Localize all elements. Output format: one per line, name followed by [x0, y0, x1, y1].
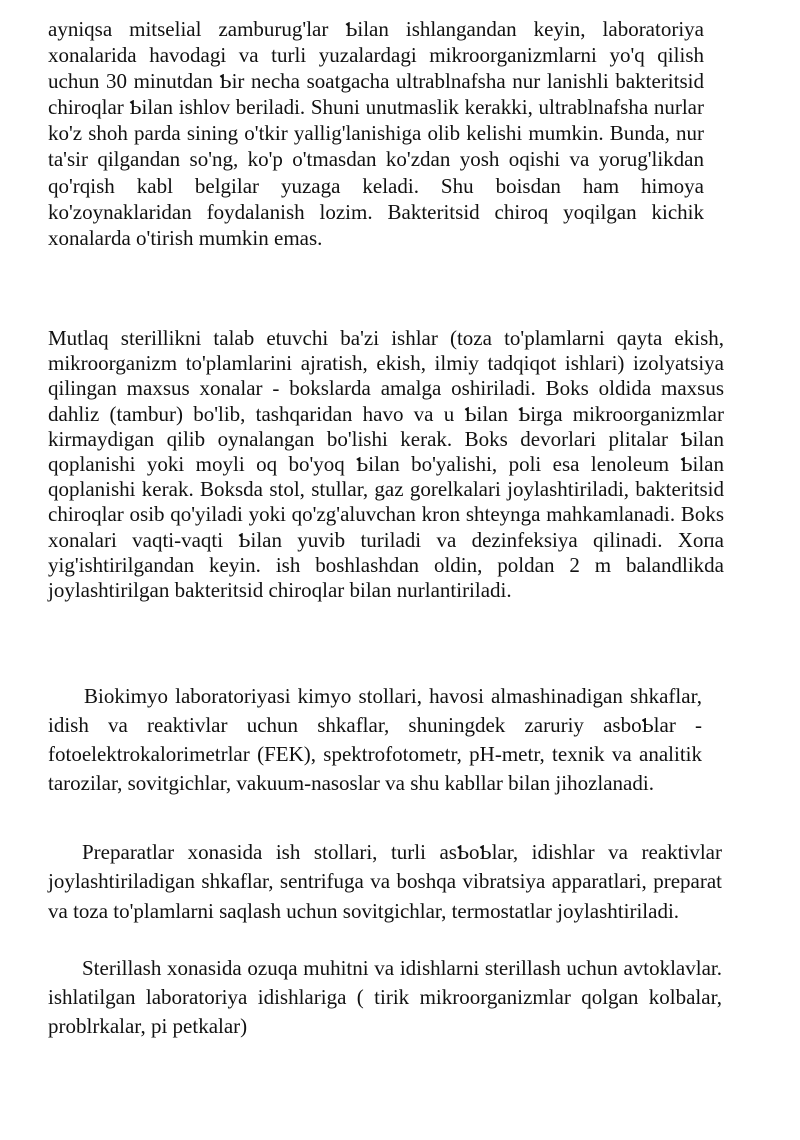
paragraph-uv-bactericidal-lamps: ayniqsa mitselial zamburug'lar Ƅilan ishlangandan keyin, laboratoriya xonalarida havodagi va turli yuzalardagi mikroorganizmlarni yo'q qilish uchun 30 minutdan Ƅir necha soatgacha ultrablnafsha nur lanishli bakteritsid chiroqlar Ƅilan ishlov beriladi. Shuni unutmaslik kerakki, ultrablnafsha nurlar ko'z shoh parda sining o'tkir yallig'lanishiga olib kelishi mumkin. Bunda, nur ta'sir qilgandan so'ng, ko'p o'tmasdan ko'zdan yosh oqishi va yorug'likdan qo'rqish kabl belgilar yuzaga keladi. Shu boisdan ham himoya ko'zoynaklaridan foydalanish lozim. Bakteritsid chiroq yoqilgan kichik xonalarda o'tirish mumkin emas.	[48, 17, 704, 250]
paragraph-sterilization-room: Sterillash xonasida ozuqa muhitni va idishlarni sterillash uchun avtoklavlar. ishlatilgan laboratoriya idishlariga ( tirik mikroorganizmlar qolgan kolbalar, problrkalar, pi petkalar)	[48, 956, 722, 1038]
paragraph-sterile-boxes: Mutlaq sterillikni talab etuvchi ba'zi ishlar (toza to'plamlarni qayta ekish, mikroorganizm to'plamlarini ajratish, ekish, ilmiy tadqiqot ishlari) izolyatsiya qilingan maxsus xonalar - bokslarda amalga oshiriladi. Boks oldida maxsus dahliz (tambur) bo'lib, tashqaridan havo va u Ƅilan Ƅirga mikroorganizmlar kirmaydigan qilib oynalangan bo'lishi kerak. Boks devorlari plitalar Ƅilan qoplanishi yoki moyli oq bo'yoq Ƅilan bo'yalishi, poli esa lenoleum Ƅilan qoplanishi kerak. Boksda stol, stullar, gaz gorelkalari joylashtiriladi, bakteritsid chiroqlar osib qo'yiladi yoki qo'zg'aluvchan kron shteynga mahkamlanadi. Boks xonalari vaqti-vaqti Ƅilan yuvib turiladi va dezinfeksiya qilinadi. Xoпa yig'ishtirilgandan keyin. ish boshlashdan oldin, poldan 2 m balandlikda joylashtirilgan bakteritsid chiroqlar bilan nurlantiriladi.	[48, 326, 724, 603]
paragraph-biochemistry-laboratory: Biokimyo laboratoriyasi kimyo stollari, havosi almashinadigan shkaflar, idish va reaktivlar uchun shkaflar, shuningdek zaruriy asboƄlar - fotoelektrokalorimetrlar (FEK), spektrofotometr, pH-metr, texnik va analitik tarozilar, sovitgichlar, vakuum-nasoslar va shu kabllar bilan jihozlanadi.	[48, 684, 702, 795]
paragraph-preparation-room: Preparatlar xonasida ish stollari, turli asƄoƄlar, idishlar va reaktivlar joylashtiriladigan shkaflar, sentrifuga va boshqa vibratsiya apparatlari, preparat va toza to'plamlarni saqlash uchun sovitgichlar, termostatlar joylashtiriladi.	[48, 840, 722, 923]
